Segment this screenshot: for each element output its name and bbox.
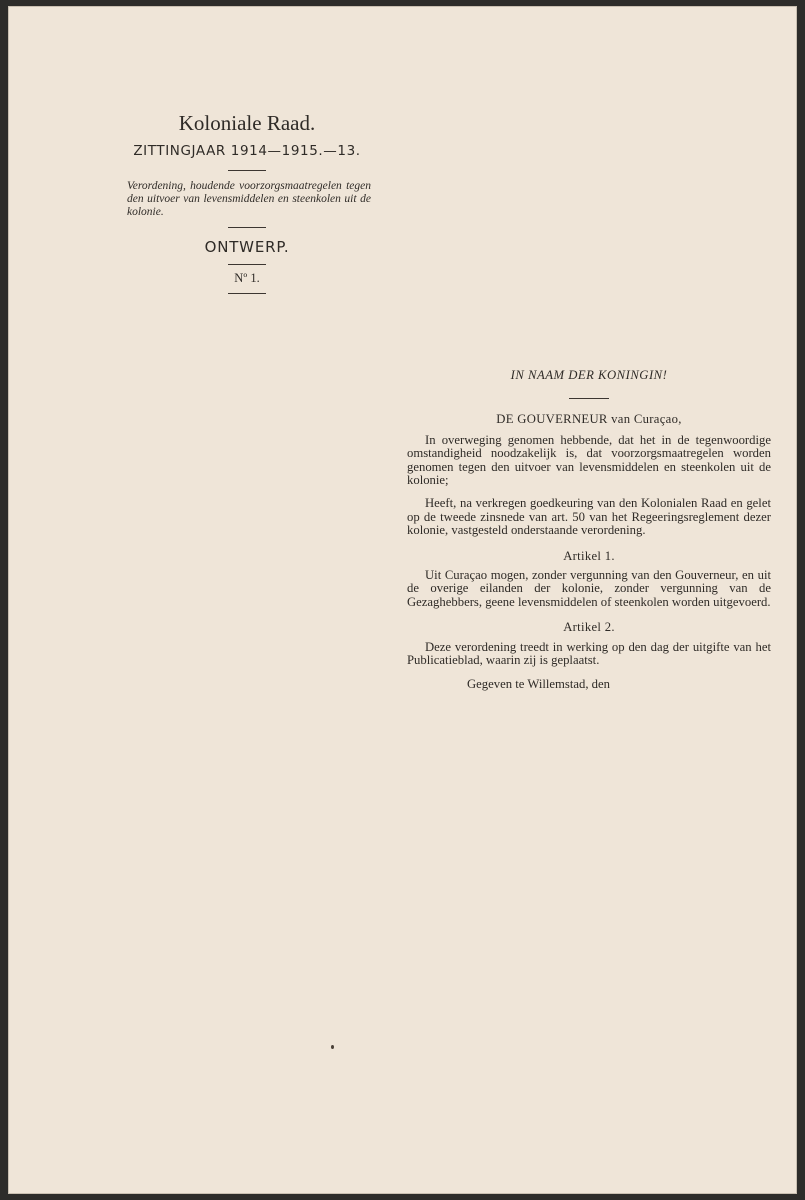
preamble-paragraph: In overweging genomen hebbende, dat het in de tegenwoordige omstandigheid noodzakelijk is, dat voorzorgsmaatregelen worden genomen tegen den uitvoer van levensmiddelen en steenkolen uit de kolonie;	[407, 432, 771, 488]
invocation: IN NAAM DER KONINGIN!	[510, 368, 668, 382]
divider	[228, 170, 266, 171]
council-name: Koloniale Raad.	[178, 111, 316, 135]
session-year: ZITTINGJAAR 1914—1915.—13.	[133, 143, 361, 159]
article-text: Uit Curaçao mogen, zonder vergunning van den Gouverneur, en uit de overige eilanden der kolonie, zonder vergunning van de Gezaghebbers, geene levensmiddelen of steenkolen worden uitgevoerd.	[407, 568, 771, 609]
divider	[569, 398, 609, 399]
closing-line: Gegeven te Willemstad, den	[467, 676, 611, 691]
document-header	[113, 110, 381, 294]
divider	[228, 227, 266, 228]
authority-heading: DE GOUVERNEUR van Curaçao,	[496, 412, 682, 427]
ordinance-text	[407, 363, 771, 691]
ordinance-description: Verordening, houdende voorzorgsmaatregelen tegen den uitvoer van levensmiddelen en steenkolen uit de kolonie.	[127, 180, 371, 218]
document-sheet	[8, 6, 797, 1194]
divider	[228, 293, 266, 294]
article-text: Deze verordening treedt in werking op den dag der uitgifte van het Publicatieblad, waarin zij is geplaatst.	[407, 639, 771, 668]
article-title: Artikel 1.	[563, 548, 615, 563]
draft-label: ONTWERP.	[204, 238, 290, 256]
divider	[228, 264, 266, 265]
article-title: Artikel 2.	[563, 620, 615, 635]
enactment-paragraph: Heeft, na verkregen goedkeuring van den Kolonialen Raad en gelet op de tweede zinsnede van art. 50 van het Regeeringsreglement dezer kolonie, vastgesteld onderstaande verordening.	[407, 496, 771, 538]
document-number: Nº 1.	[234, 271, 260, 285]
paper-speck	[331, 1045, 334, 1049]
